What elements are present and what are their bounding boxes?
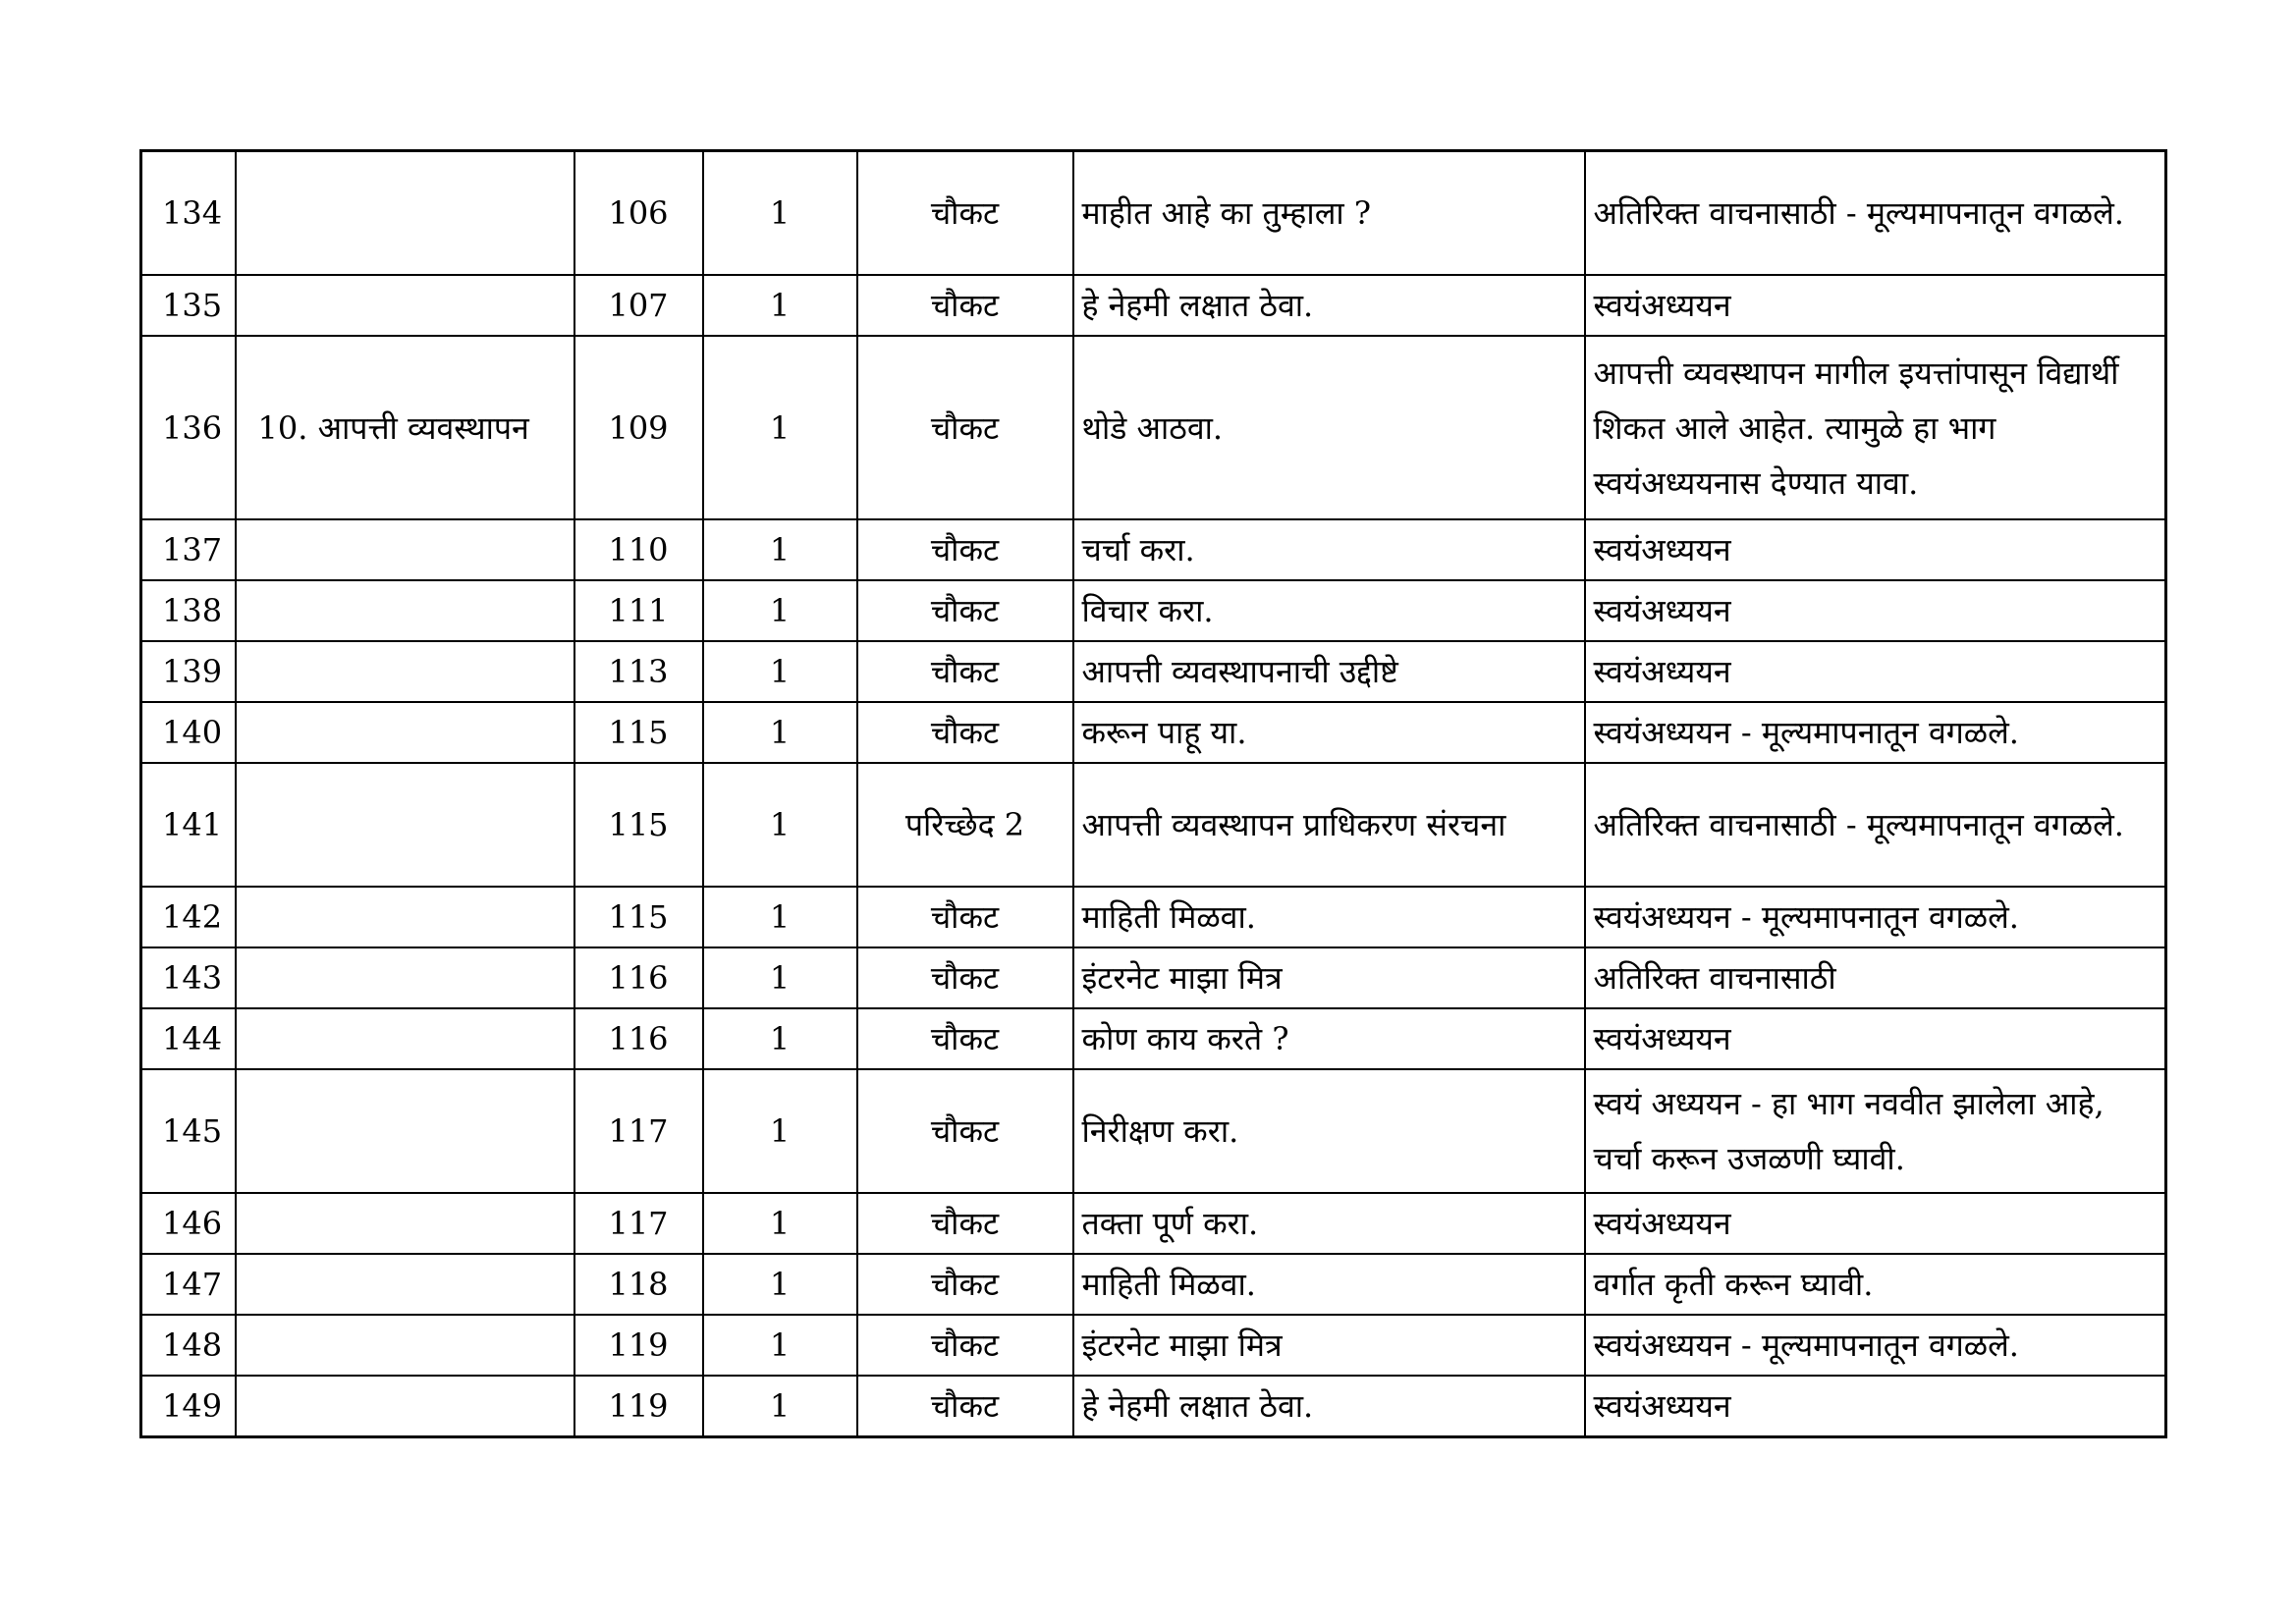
table-row: [141, 1069, 2166, 1193]
cell-chapter: [236, 1069, 574, 1193]
cell-serial: 148: [141, 1315, 236, 1376]
cell-title: तक्ता पूर्ण करा.: [1073, 1193, 1585, 1254]
cell-type: चौकट: [857, 1069, 1073, 1193]
cell-serial: 138: [141, 580, 236, 641]
cell-page: 106: [574, 151, 703, 276]
cell-title: हे नेहमी लक्षात ठेवा.: [1073, 275, 1585, 336]
cell-page: 107: [574, 275, 703, 336]
cell-title: करून पाहू या.: [1073, 702, 1585, 763]
cell-type: चौकट: [857, 519, 1073, 580]
table-row: [141, 702, 2166, 763]
table-row: [141, 1254, 2166, 1315]
cell-remark: अतिरिक्त वाचनासाठी - मूल्यमापनातून वगळले.: [1585, 151, 2166, 276]
table-row: [141, 1193, 2166, 1254]
cell-chapter: [236, 1376, 574, 1437]
cell-serial: 146: [141, 1193, 236, 1254]
cell-serial: 144: [141, 1008, 236, 1069]
cell-remark: आपत्ती व्यवस्थापन मागील इयत्तांपासून विद्यार्थी शिकत आले आहेत. त्यामुळे हा भाग स्वयंअध्ययनास देण्यात यावा.: [1585, 336, 2166, 519]
cell-quantity: 1: [703, 702, 857, 763]
cell-remark: स्वयंअध्ययन: [1585, 519, 2166, 580]
cell-page: 115: [574, 887, 703, 947]
cell-type: चौकट: [857, 702, 1073, 763]
cell-type: चौकट: [857, 336, 1073, 519]
table-row: [141, 887, 2166, 947]
cell-serial: 145: [141, 1069, 236, 1193]
cell-quantity: 1: [703, 580, 857, 641]
cell-type: चौकट: [857, 1315, 1073, 1376]
cell-type: चौकट: [857, 947, 1073, 1008]
table-row: [141, 519, 2166, 580]
cell-title: आपत्ती व्यवस्थापनाची उद्दीष्टे: [1073, 641, 1585, 702]
cell-page: 116: [574, 947, 703, 1008]
cell-serial: 135: [141, 275, 236, 336]
cell-type: चौकट: [857, 580, 1073, 641]
cell-quantity: 1: [703, 1069, 857, 1193]
cell-chapter: [236, 1315, 574, 1376]
cell-chapter: 10. आपत्ती व्यवस्थापन: [236, 336, 574, 519]
table-row: [141, 1008, 2166, 1069]
cell-serial: 139: [141, 641, 236, 702]
cell-page: 118: [574, 1254, 703, 1315]
cell-remark: स्वयंअध्ययन - मूल्यमापनातून वगळले.: [1585, 887, 2166, 947]
cell-page: 116: [574, 1008, 703, 1069]
cell-title: विचार करा.: [1073, 580, 1585, 641]
cell-page: 119: [574, 1315, 703, 1376]
cell-type: चौकट: [857, 1193, 1073, 1254]
cell-chapter: [236, 1193, 574, 1254]
cell-chapter: [236, 947, 574, 1008]
cell-remark: वर्गात कृती करून घ्यावी.: [1585, 1254, 2166, 1315]
cell-page: 115: [574, 702, 703, 763]
cell-remark: स्वयंअध्ययन: [1585, 1008, 2166, 1069]
cell-chapter: [236, 763, 574, 887]
cell-quantity: 1: [703, 1376, 857, 1437]
cell-title: थोडे आठवा.: [1073, 336, 1585, 519]
cell-page: 110: [574, 519, 703, 580]
cell-page: 117: [574, 1069, 703, 1193]
table-row: [141, 580, 2166, 641]
cell-title: माहिती मिळवा.: [1073, 887, 1585, 947]
cell-chapter: [236, 580, 574, 641]
table-row: [141, 336, 2166, 519]
cell-quantity: 1: [703, 519, 857, 580]
table-row: [141, 763, 2166, 887]
cell-page: 113: [574, 641, 703, 702]
cell-chapter: [236, 519, 574, 580]
cell-title: माहिती मिळवा.: [1073, 1254, 1585, 1315]
cell-title: चर्चा करा.: [1073, 519, 1585, 580]
cell-remark: अतिरिक्त वाचनासाठी: [1585, 947, 2166, 1008]
cell-quantity: 1: [703, 887, 857, 947]
cell-serial: 136: [141, 336, 236, 519]
cell-serial: 137: [141, 519, 236, 580]
cell-chapter: [236, 1254, 574, 1315]
cell-quantity: 1: [703, 151, 857, 276]
cell-remark: स्वयंअध्ययन: [1585, 275, 2166, 336]
table-row: [141, 1315, 2166, 1376]
cell-type: चौकट: [857, 151, 1073, 276]
table-row: [141, 641, 2166, 702]
cell-title: माहीत आहे का तुम्हाला ?: [1073, 151, 1585, 276]
cell-chapter: [236, 275, 574, 336]
cell-quantity: 1: [703, 1254, 857, 1315]
cell-remark: स्वयंअध्ययन: [1585, 641, 2166, 702]
cell-remark: स्वयं अध्ययन - हा भाग नववीत झालेला आहे, चर्चा करून उजळणी घ्यावी.: [1585, 1069, 2166, 1193]
cell-title: आपत्ती व्यवस्थापन प्राधिकरण संरचना: [1073, 763, 1585, 887]
cell-quantity: 1: [703, 641, 857, 702]
cell-quantity: 1: [703, 763, 857, 887]
syllabus-table: [139, 149, 2167, 1438]
cell-remark: स्वयंअध्ययन - मूल्यमापनातून वगळले.: [1585, 702, 2166, 763]
cell-page: 115: [574, 763, 703, 887]
cell-quantity: 1: [703, 1008, 857, 1069]
cell-title: कोण काय करते ?: [1073, 1008, 1585, 1069]
table-row: [141, 947, 2166, 1008]
table-row: [141, 275, 2166, 336]
cell-page: 119: [574, 1376, 703, 1437]
cell-title: हे नेहमी लक्षात ठेवा.: [1073, 1376, 1585, 1437]
table-row: [141, 1376, 2166, 1437]
cell-type: चौकट: [857, 1254, 1073, 1315]
cell-title: निरीक्षण करा.: [1073, 1069, 1585, 1193]
cell-type: चौकट: [857, 1008, 1073, 1069]
cell-remark: स्वयंअध्ययन: [1585, 1193, 2166, 1254]
cell-chapter: [236, 702, 574, 763]
cell-title: इंटरनेट माझा मित्र: [1073, 947, 1585, 1008]
cell-quantity: 1: [703, 336, 857, 519]
cell-chapter: [236, 641, 574, 702]
cell-remark: स्वयंअध्ययन - मूल्यमापनातून वगळले.: [1585, 1315, 2166, 1376]
cell-type: चौकट: [857, 887, 1073, 947]
cell-quantity: 1: [703, 1193, 857, 1254]
cell-chapter: [236, 1008, 574, 1069]
cell-serial: 142: [141, 887, 236, 947]
table-row: [141, 151, 2166, 276]
cell-type: चौकट: [857, 641, 1073, 702]
cell-serial: 143: [141, 947, 236, 1008]
cell-type: चौकट: [857, 1376, 1073, 1437]
cell-serial: 134: [141, 151, 236, 276]
cell-remark: स्वयंअध्ययन: [1585, 1376, 2166, 1437]
cell-chapter: [236, 151, 574, 276]
cell-serial: 141: [141, 763, 236, 887]
cell-remark: अतिरिक्त वाचनासाठी - मूल्यमापनातून वगळले.: [1585, 763, 2166, 887]
cell-serial: 147: [141, 1254, 236, 1315]
cell-page: 117: [574, 1193, 703, 1254]
cell-serial: 140: [141, 702, 236, 763]
cell-page: 111: [574, 580, 703, 641]
cell-quantity: 1: [703, 275, 857, 336]
cell-chapter: [236, 887, 574, 947]
cell-serial: 149: [141, 1376, 236, 1437]
cell-page: 109: [574, 336, 703, 519]
cell-type: परिच्छेद 2: [857, 763, 1073, 887]
cell-title: इंटरनेट माझा मित्र: [1073, 1315, 1585, 1376]
cell-remark: स्वयंअध्ययन: [1585, 580, 2166, 641]
cell-type: चौकट: [857, 275, 1073, 336]
cell-quantity: 1: [703, 1315, 857, 1376]
cell-quantity: 1: [703, 947, 857, 1008]
